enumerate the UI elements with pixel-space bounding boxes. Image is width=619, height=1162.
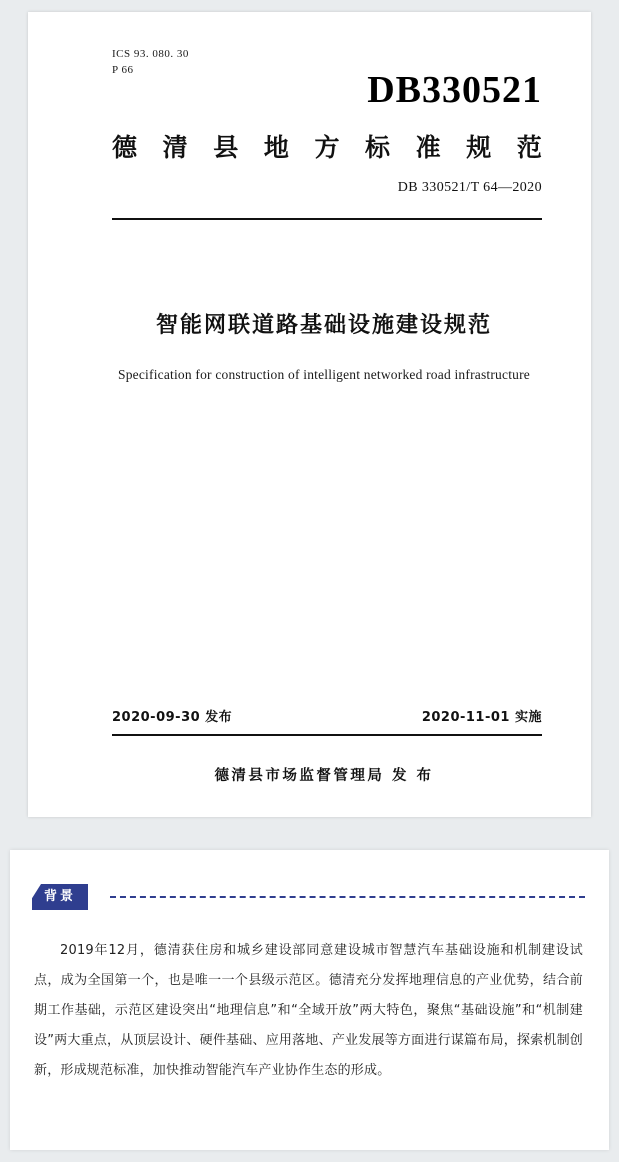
- title-char: 德: [112, 133, 138, 162]
- document-title-cn: 智能网联道路基础设施建设规范: [155, 313, 492, 338]
- badge-corner-fold-icon: [32, 884, 41, 910]
- background-paragraph: 2019年12月，德清获住房和城乡建设部同意建设城市智慧汽车基础设施和机制建设试点，成为全国第一个，也是唯一一个县级示范区。德清充分发挥地理信息的产业优势，结合前期工作基础，示范区建设突出“地理信息”和“全域开放”两大特色，聚焦“基础设施”和“机制建设”两大重点，从顶层设计、硬件基础、应用落地、产业发展等方面进行谋篇布局，探索机制创新，形成规范标准，加快推动智能汽车产业协作生态的形成。: [34, 943, 583, 1078]
- title-char: 准: [415, 133, 441, 162]
- ccs-code: P 66: [112, 64, 134, 76]
- title-char: 方: [314, 133, 340, 162]
- ics-classification: [112, 46, 189, 78]
- footer-divider: [112, 734, 542, 736]
- header-divider: [112, 218, 542, 220]
- title-char: 标: [365, 133, 391, 162]
- section-header: [32, 884, 585, 914]
- cover-content: [84, 12, 564, 817]
- standard-code: DB 330521/T 64—2020: [397, 180, 542, 195]
- effective-date: 2020-11-01 实施: [421, 710, 542, 725]
- document-title-en: Specification for construction of intelligent networked road infrastructure: [118, 367, 530, 382]
- title-char: 地: [263, 133, 289, 162]
- section-label-badge: [32, 884, 88, 910]
- background-section-card: [10, 850, 609, 1150]
- publisher-name: 德清县市场监督管理局 发 布: [214, 768, 434, 784]
- standard-number: DB330521: [367, 69, 542, 111]
- ics-code: ICS 93. 080. 30: [112, 48, 189, 60]
- date-row: [112, 706, 542, 725]
- section-dashed-divider: [110, 896, 585, 898]
- title-char: 规: [466, 133, 492, 162]
- standard-type-title: [112, 128, 542, 164]
- title-char: 县: [213, 133, 239, 162]
- title-char: 范: [516, 133, 542, 162]
- standard-cover-sheet: [28, 12, 591, 817]
- title-char: 清: [162, 133, 188, 162]
- section-label-text: 背景: [44, 889, 77, 904]
- publish-date: 2020-09-30 发布: [112, 710, 233, 725]
